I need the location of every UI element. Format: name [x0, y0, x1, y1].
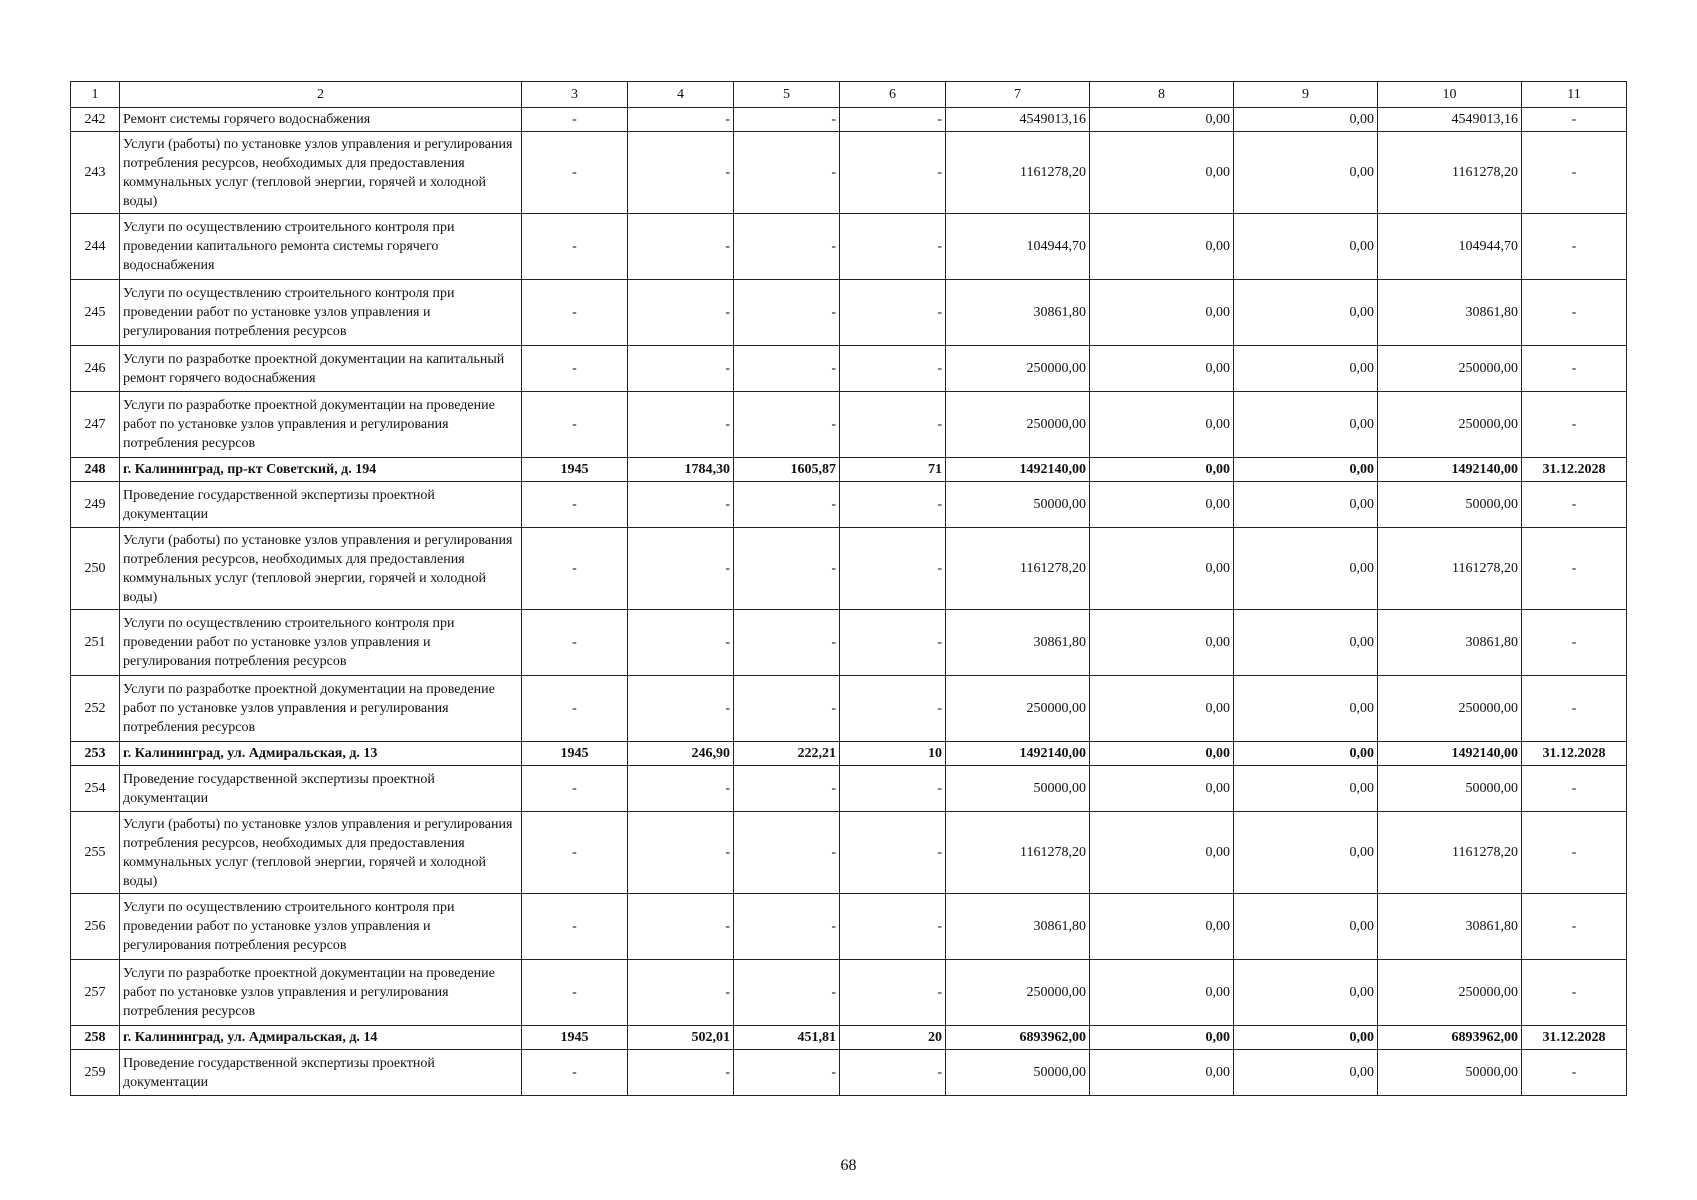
col-6-cell: - [840, 676, 946, 742]
col-8-cell: 0,00 [1090, 214, 1234, 280]
col-9-cell: 0,00 [1234, 132, 1378, 214]
col-8-cell: 0,00 [1090, 280, 1234, 346]
item-name-cell: Услуги по осуществлению строительного контроля при проведении капитального ремонта системы горячего водоснабжения [120, 214, 522, 280]
col-3-cell: - [522, 766, 628, 812]
col-3-cell: - [522, 214, 628, 280]
col-4-cell: - [628, 132, 734, 214]
col-11-cell: 31.12.2028 [1522, 742, 1627, 766]
col-4-cell: 246,90 [628, 742, 734, 766]
col-4-cell: 502,01 [628, 1026, 734, 1050]
col-6-cell: - [840, 960, 946, 1026]
col-4-cell: - [628, 1050, 734, 1096]
col-5-cell: - [734, 894, 840, 960]
col-5-cell: - [734, 1050, 840, 1096]
col-5-cell: - [734, 346, 840, 392]
col-10-cell: 30861,80 [1378, 610, 1522, 676]
row-number-cell: 247 [71, 392, 120, 458]
col-8-cell: 0,00 [1090, 528, 1234, 610]
col-9-cell: 0,00 [1234, 812, 1378, 894]
col-6-cell: - [840, 214, 946, 280]
row-number-cell: 257 [71, 960, 120, 1026]
col-7-cell: 1492140,00 [946, 742, 1090, 766]
col-5-cell: 222,21 [734, 742, 840, 766]
col-3-cell: 1945 [522, 1026, 628, 1050]
column-header: 10 [1378, 82, 1522, 108]
col-5-cell: - [734, 392, 840, 458]
col-3-cell: - [522, 528, 628, 610]
page-number: 68 [840, 1157, 857, 1174]
col-10-cell: 50000,00 [1378, 766, 1522, 812]
item-name-cell: Услуги по разработке проектной документации на проведение работ по установке узлов управления и регулирования потребления ресурсов [120, 960, 522, 1026]
col-9-cell: 0,00 [1234, 392, 1378, 458]
col-7-cell: 250000,00 [946, 392, 1090, 458]
col-7-cell: 1161278,20 [946, 812, 1090, 894]
col-9-cell: 0,00 [1234, 528, 1378, 610]
col-5-cell: - [734, 676, 840, 742]
col-9-cell: 0,00 [1234, 280, 1378, 346]
col-8-cell: 0,00 [1090, 960, 1234, 1026]
col-7-cell: 50000,00 [946, 482, 1090, 528]
table-row [71, 742, 1627, 766]
table-row [71, 894, 1627, 960]
col-7-cell: 250000,00 [946, 960, 1090, 1026]
item-name-cell: г. Калининград, ул. Адмиральская, д. 14 [120, 1026, 522, 1050]
item-name-cell: Услуги по осуществлению строительного контроля при проведении работ по установке узлов управления и регулирования потребления ресурсов [120, 610, 522, 676]
col-9-cell: 0,00 [1234, 108, 1378, 132]
table-row [71, 528, 1627, 610]
row-number-cell: 248 [71, 458, 120, 482]
item-name-cell: Услуги по разработке проектной документации на проведение работ по установке узлов управления и регулирования потребления ресурсов [120, 676, 522, 742]
row-number-cell: 249 [71, 482, 120, 528]
col-10-cell: 1492140,00 [1378, 742, 1522, 766]
col-3-cell: - [522, 132, 628, 214]
row-number-cell: 258 [71, 1026, 120, 1050]
table-row [71, 960, 1627, 1026]
col-3-cell: - [522, 610, 628, 676]
column-header: 9 [1234, 82, 1378, 108]
col-4-cell: - [628, 528, 734, 610]
col-11-cell: - [1522, 528, 1627, 610]
col-8-cell: 0,00 [1090, 1050, 1234, 1096]
col-6-cell: 10 [840, 742, 946, 766]
col-10-cell: 1161278,20 [1378, 132, 1522, 214]
col-6-cell: - [840, 132, 946, 214]
col-5-cell: - [734, 528, 840, 610]
row-number-cell: 250 [71, 528, 120, 610]
col-7-cell: 6893962,00 [946, 1026, 1090, 1050]
item-name-cell: Услуги (работы) по установке узлов управления и регулирования потребления ресурсов, необходимых для предоставления коммунальных услуг (тепловой энергии, горячей и холодной воды) [120, 132, 522, 214]
col-6-cell: - [840, 280, 946, 346]
col-3-cell: - [522, 812, 628, 894]
col-8-cell: 0,00 [1090, 742, 1234, 766]
col-8-cell: 0,00 [1090, 458, 1234, 482]
col-6-cell: - [840, 528, 946, 610]
table-row [71, 346, 1627, 392]
table-header-row [71, 82, 1627, 108]
col-6-cell: - [840, 610, 946, 676]
row-number-cell: 246 [71, 346, 120, 392]
col-7-cell: 50000,00 [946, 766, 1090, 812]
col-3-cell: - [522, 280, 628, 346]
column-header: 3 [522, 82, 628, 108]
row-number-cell: 255 [71, 812, 120, 894]
col-3-cell: - [522, 482, 628, 528]
table-row [71, 1050, 1627, 1096]
col-10-cell: 6893962,00 [1378, 1026, 1522, 1050]
col-3-cell: - [522, 346, 628, 392]
col-8-cell: 0,00 [1090, 482, 1234, 528]
col-6-cell: - [840, 392, 946, 458]
col-5-cell: - [734, 960, 840, 1026]
col-10-cell: 50000,00 [1378, 1050, 1522, 1096]
col-9-cell: 0,00 [1234, 742, 1378, 766]
col-11-cell: - [1522, 610, 1627, 676]
col-9-cell: 0,00 [1234, 894, 1378, 960]
col-9-cell: 0,00 [1234, 346, 1378, 392]
col-10-cell: 250000,00 [1378, 676, 1522, 742]
col-4-cell: - [628, 392, 734, 458]
col-5-cell: - [734, 132, 840, 214]
row-number-cell: 245 [71, 280, 120, 346]
col-11-cell: - [1522, 214, 1627, 280]
col-4-cell: - [628, 766, 734, 812]
col-8-cell: 0,00 [1090, 108, 1234, 132]
col-7-cell: 1161278,20 [946, 132, 1090, 214]
row-number-cell: 253 [71, 742, 120, 766]
table-row [71, 812, 1627, 894]
col-6-cell: - [840, 766, 946, 812]
col-11-cell: - [1522, 1050, 1627, 1096]
col-8-cell: 0,00 [1090, 894, 1234, 960]
col-9-cell: 0,00 [1234, 610, 1378, 676]
col-9-cell: 0,00 [1234, 960, 1378, 1026]
col-6-cell: 71 [840, 458, 946, 482]
col-3-cell: - [522, 1050, 628, 1096]
col-10-cell: 1492140,00 [1378, 458, 1522, 482]
col-4-cell: - [628, 346, 734, 392]
col-3-cell: - [522, 108, 628, 132]
col-6-cell: - [840, 812, 946, 894]
item-name-cell: Услуги (работы) по установке узлов управления и регулирования потребления ресурсов, необходимых для предоставления коммунальных услуг (тепловой энергии, горячей и холодной воды) [120, 528, 522, 610]
col-8-cell: 0,00 [1090, 766, 1234, 812]
column-header: 11 [1522, 82, 1627, 108]
item-name-cell: Проведение государственной экспертизы проектной документации [120, 482, 522, 528]
col-4-cell: - [628, 812, 734, 894]
col-4-cell: - [628, 960, 734, 1026]
col-4-cell: 1784,30 [628, 458, 734, 482]
col-6-cell: - [840, 894, 946, 960]
col-11-cell: - [1522, 960, 1627, 1026]
col-7-cell: 250000,00 [946, 346, 1090, 392]
col-8-cell: 0,00 [1090, 610, 1234, 676]
col-7-cell: 30861,80 [946, 894, 1090, 960]
col-10-cell: 250000,00 [1378, 346, 1522, 392]
row-number-cell: 252 [71, 676, 120, 742]
item-name-cell: Услуги по осуществлению строительного контроля при проведении работ по установке узлов управления и регулирования потребления ресурсов [120, 280, 522, 346]
col-8-cell: 0,00 [1090, 1026, 1234, 1050]
table-row [71, 676, 1627, 742]
col-6-cell: - [840, 108, 946, 132]
column-header: 8 [1090, 82, 1234, 108]
col-5-cell: - [734, 108, 840, 132]
col-9-cell: 0,00 [1234, 1050, 1378, 1096]
col-10-cell: 30861,80 [1378, 894, 1522, 960]
column-header: 6 [840, 82, 946, 108]
col-3-cell: - [522, 676, 628, 742]
col-6-cell: - [840, 346, 946, 392]
col-8-cell: 0,00 [1090, 346, 1234, 392]
col-11-cell: - [1522, 132, 1627, 214]
data-table [70, 81, 1627, 1096]
table-row [71, 392, 1627, 458]
col-9-cell: 0,00 [1234, 766, 1378, 812]
col-7-cell: 30861,80 [946, 610, 1090, 676]
item-name-cell: Ремонт системы горячего водоснабжения [120, 108, 522, 132]
item-name-cell: Услуги (работы) по установке узлов управления и регулирования потребления ресурсов, необходимых для предоставления коммунальных услуг (тепловой энергии, горячей и холодной воды) [120, 812, 522, 894]
col-11-cell: - [1522, 392, 1627, 458]
col-5-cell: - [734, 766, 840, 812]
table-row [71, 482, 1627, 528]
col-4-cell: - [628, 610, 734, 676]
col-11-cell: - [1522, 280, 1627, 346]
col-7-cell: 1492140,00 [946, 458, 1090, 482]
col-8-cell: 0,00 [1090, 132, 1234, 214]
table-row [71, 280, 1627, 346]
col-3-cell: - [522, 894, 628, 960]
col-10-cell: 50000,00 [1378, 482, 1522, 528]
col-7-cell: 30861,80 [946, 280, 1090, 346]
col-7-cell: 1161278,20 [946, 528, 1090, 610]
row-number-cell: 243 [71, 132, 120, 214]
col-10-cell: 1161278,20 [1378, 812, 1522, 894]
table-row [71, 458, 1627, 482]
table-row [71, 108, 1627, 132]
column-header: 7 [946, 82, 1090, 108]
col-3-cell: - [522, 960, 628, 1026]
col-8-cell: 0,00 [1090, 676, 1234, 742]
column-header: 1 [71, 82, 120, 108]
col-11-cell: - [1522, 766, 1627, 812]
col-4-cell: - [628, 676, 734, 742]
table-body [71, 82, 1627, 1096]
col-11-cell: - [1522, 812, 1627, 894]
col-10-cell: 30861,80 [1378, 280, 1522, 346]
col-9-cell: 0,00 [1234, 482, 1378, 528]
table-row [71, 1026, 1627, 1050]
table-row [71, 766, 1627, 812]
col-11-cell: - [1522, 894, 1627, 960]
col-8-cell: 0,00 [1090, 812, 1234, 894]
col-10-cell: 104944,70 [1378, 214, 1522, 280]
col-9-cell: 0,00 [1234, 214, 1378, 280]
col-5-cell: 451,81 [734, 1026, 840, 1050]
col-11-cell: - [1522, 108, 1627, 132]
item-name-cell: Проведение государственной экспертизы проектной документации [120, 766, 522, 812]
item-name-cell: Услуги по осуществлению строительного контроля при проведении работ по установке узлов управления и регулирования потребления ресурсов [120, 894, 522, 960]
col-7-cell: 250000,00 [946, 676, 1090, 742]
item-name-cell: Проведение государственной экспертизы проектной документации [120, 1050, 522, 1096]
row-number-cell: 259 [71, 1050, 120, 1096]
col-5-cell: - [734, 610, 840, 676]
col-8-cell: 0,00 [1090, 392, 1234, 458]
item-name-cell: г. Калининград, ул. Адмиральская, д. 13 [120, 742, 522, 766]
row-number-cell: 244 [71, 214, 120, 280]
column-header: 5 [734, 82, 840, 108]
col-9-cell: 0,00 [1234, 676, 1378, 742]
table-row [71, 132, 1627, 214]
col-9-cell: 0,00 [1234, 1026, 1378, 1050]
col-10-cell: 250000,00 [1378, 960, 1522, 1026]
row-number-cell: 254 [71, 766, 120, 812]
col-6-cell: - [840, 482, 946, 528]
col-5-cell: - [734, 214, 840, 280]
col-11-cell: 31.12.2028 [1522, 458, 1627, 482]
col-4-cell: - [628, 280, 734, 346]
col-9-cell: 0,00 [1234, 458, 1378, 482]
col-5-cell: - [734, 482, 840, 528]
row-number-cell: 256 [71, 894, 120, 960]
col-11-cell: 31.12.2028 [1522, 1026, 1627, 1050]
col-4-cell: - [628, 894, 734, 960]
col-11-cell: - [1522, 676, 1627, 742]
col-10-cell: 1161278,20 [1378, 528, 1522, 610]
column-header: 4 [628, 82, 734, 108]
document-sheet [70, 81, 1626, 1096]
col-7-cell: 50000,00 [946, 1050, 1090, 1096]
col-10-cell: 250000,00 [1378, 392, 1522, 458]
col-3-cell: - [522, 392, 628, 458]
col-4-cell: - [628, 214, 734, 280]
column-header: 2 [120, 82, 522, 108]
row-number-cell: 242 [71, 108, 120, 132]
col-11-cell: - [1522, 346, 1627, 392]
table-row [71, 610, 1627, 676]
table-row [71, 214, 1627, 280]
col-5-cell: - [734, 280, 840, 346]
col-3-cell: 1945 [522, 458, 628, 482]
item-name-cell: г. Калининград, пр-кт Советский, д. 194 [120, 458, 522, 482]
col-7-cell: 4549013,16 [946, 108, 1090, 132]
col-5-cell: 1605,87 [734, 458, 840, 482]
col-4-cell: - [628, 108, 734, 132]
col-4-cell: - [628, 482, 734, 528]
col-11-cell: - [1522, 482, 1627, 528]
row-number-cell: 251 [71, 610, 120, 676]
col-3-cell: 1945 [522, 742, 628, 766]
col-6-cell: - [840, 1050, 946, 1096]
col-10-cell: 4549013,16 [1378, 108, 1522, 132]
col-6-cell: 20 [840, 1026, 946, 1050]
col-7-cell: 104944,70 [946, 214, 1090, 280]
item-name-cell: Услуги по разработке проектной документации на проведение работ по установке узлов управления и регулирования потребления ресурсов [120, 392, 522, 458]
item-name-cell: Услуги по разработке проектной документации на капитальный ремонт горячего водоснабжения [120, 346, 522, 392]
col-5-cell: - [734, 812, 840, 894]
